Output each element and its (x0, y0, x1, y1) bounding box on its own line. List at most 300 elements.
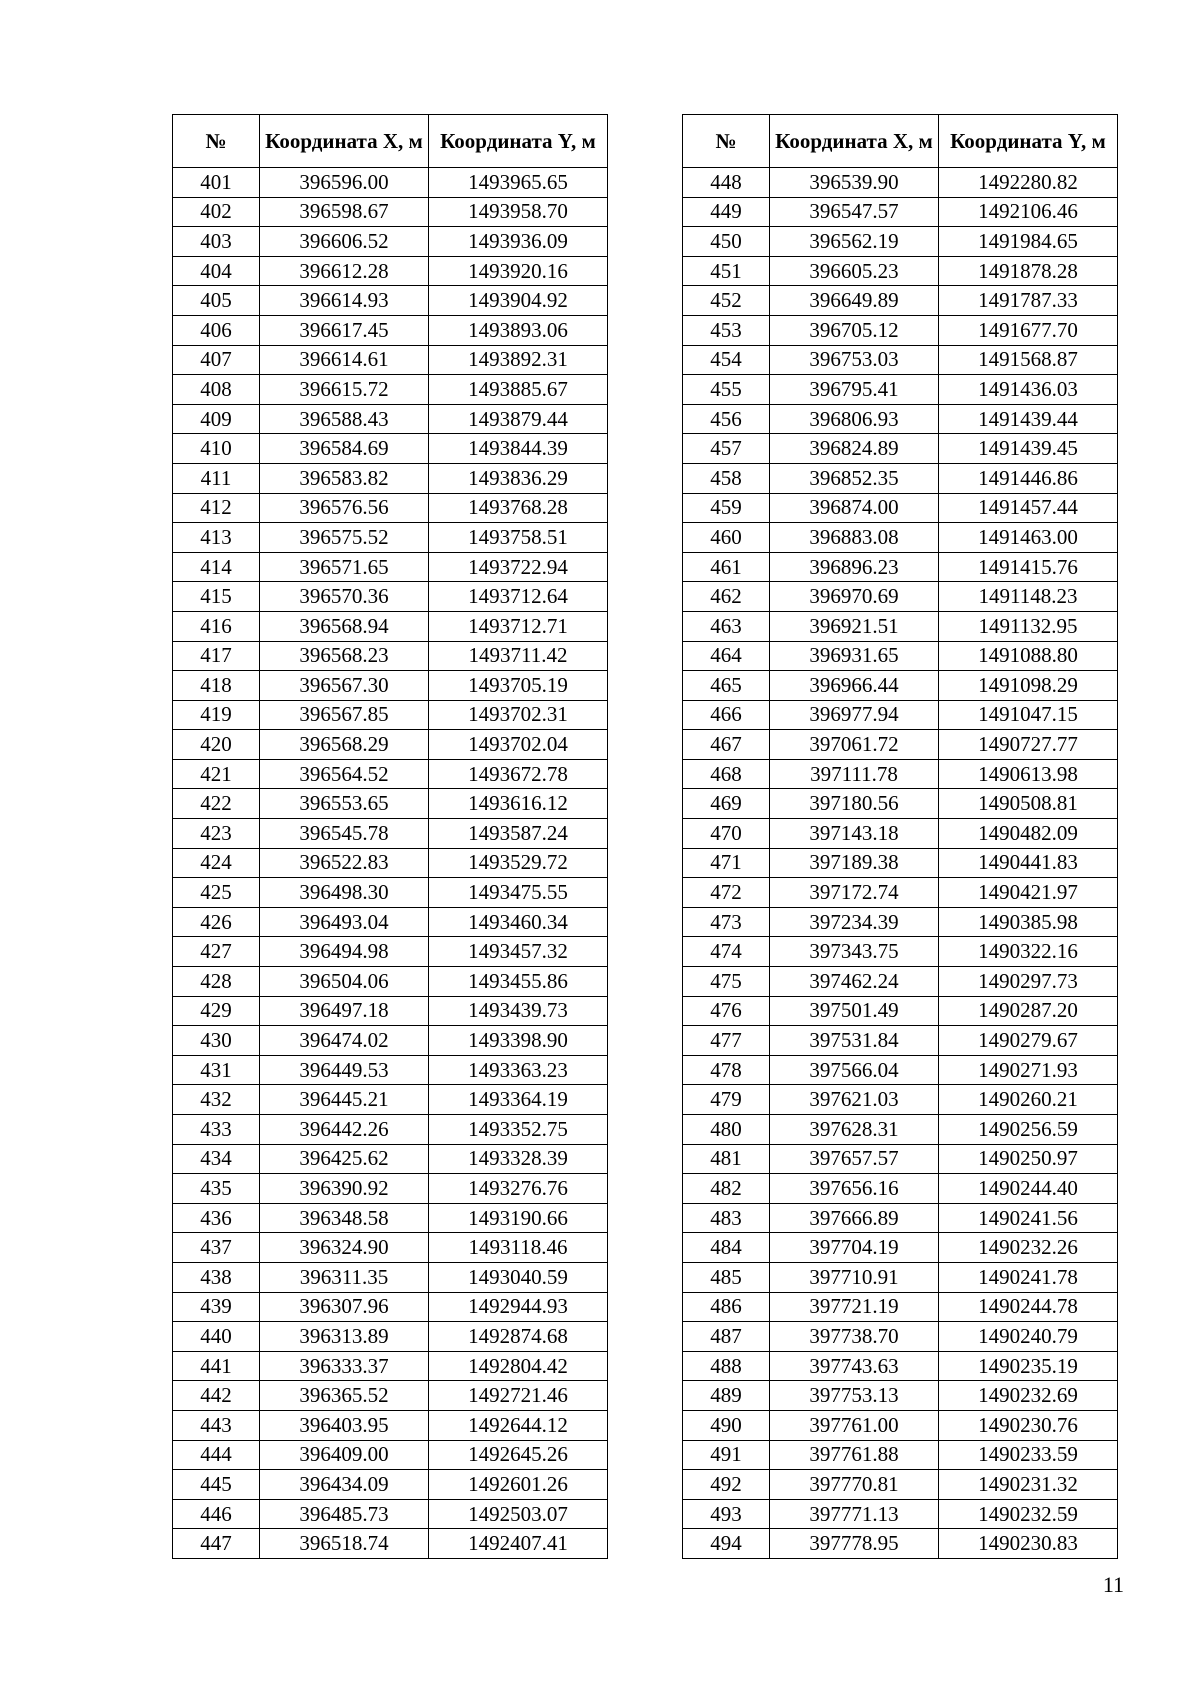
x-coordinate-cell: 396442.26 (260, 1115, 429, 1145)
y-coordinate-cell: 1490250.97 (939, 1144, 1118, 1174)
x-coordinate-cell: 397111.78 (770, 759, 939, 789)
point-number-cell: 422 (173, 789, 260, 819)
y-coordinate-cell: 1493457.32 (429, 937, 608, 967)
point-number-cell: 457 (683, 434, 770, 464)
point-number-cell: 466 (683, 700, 770, 730)
x-coordinate-cell: 397531.84 (770, 1026, 939, 1056)
point-number-cell: 427 (173, 937, 260, 967)
table-row (683, 848, 1118, 878)
x-coordinate-cell: 397462.24 (770, 967, 939, 997)
y-coordinate-cell: 1490287.20 (939, 996, 1118, 1026)
x-coordinate-cell: 397778.95 (770, 1529, 939, 1559)
point-number-cell: 428 (173, 967, 260, 997)
table-row (173, 1233, 608, 1263)
y-coordinate-cell: 1492601.26 (429, 1470, 608, 1500)
x-coordinate-cell: 396409.00 (260, 1440, 429, 1470)
x-coordinate-cell: 396564.52 (260, 759, 429, 789)
x-coordinate-cell: 396806.93 (770, 404, 939, 434)
point-number-cell: 459 (683, 493, 770, 523)
x-coordinate-cell: 396333.37 (260, 1351, 429, 1381)
y-coordinate-cell: 1493118.46 (429, 1233, 608, 1263)
x-coordinate-cell: 397234.39 (770, 907, 939, 937)
y-coordinate-cell: 1493587.24 (429, 819, 608, 849)
table-header-row (173, 115, 608, 168)
table-row (173, 759, 608, 789)
y-coordinate-cell: 1490244.78 (939, 1292, 1118, 1322)
x-coordinate-cell: 396568.23 (260, 641, 429, 671)
y-coordinate-cell: 1491878.28 (939, 256, 1118, 286)
table-row (683, 523, 1118, 553)
table-row (683, 1026, 1118, 1056)
x-coordinate-cell: 396474.02 (260, 1026, 429, 1056)
x-coordinate-cell: 396596.00 (260, 168, 429, 198)
table-row (683, 286, 1118, 316)
x-coordinate-cell: 396874.00 (770, 493, 939, 523)
table-row (683, 404, 1118, 434)
x-coordinate-cell: 396307.96 (260, 1292, 429, 1322)
point-number-cell: 460 (683, 523, 770, 553)
y-coordinate-cell: 1492721.46 (429, 1381, 608, 1411)
point-number-cell: 443 (173, 1410, 260, 1440)
table-row (173, 1055, 608, 1085)
y-coordinate-cell: 1491463.00 (939, 523, 1118, 553)
point-number-cell: 413 (173, 523, 260, 553)
y-coordinate-cell: 1493705.19 (429, 671, 608, 701)
point-number-cell: 405 (173, 286, 260, 316)
x-coordinate-cell: 397628.31 (770, 1115, 939, 1145)
table-row (173, 1085, 608, 1115)
x-coordinate-cell: 396504.06 (260, 967, 429, 997)
point-number-cell: 482 (683, 1174, 770, 1204)
x-coordinate-cell: 397621.03 (770, 1085, 939, 1115)
y-coordinate-cell: 1493958.70 (429, 197, 608, 227)
y-coordinate-cell: 1493712.71 (429, 611, 608, 641)
x-coordinate-cell: 397753.13 (770, 1381, 939, 1411)
point-number-cell: 467 (683, 730, 770, 760)
x-coordinate-cell: 396896.23 (770, 552, 939, 582)
table-row (173, 907, 608, 937)
point-number-cell: 449 (683, 197, 770, 227)
table-row (683, 1262, 1118, 1292)
point-number-cell: 444 (173, 1440, 260, 1470)
y-coordinate-cell: 1491047.15 (939, 700, 1118, 730)
x-coordinate-cell: 396883.08 (770, 523, 939, 553)
y-coordinate-cell: 1491088.80 (939, 641, 1118, 671)
table-row (173, 789, 608, 819)
point-number-cell: 411 (173, 463, 260, 493)
x-coordinate-cell: 396977.94 (770, 700, 939, 730)
x-coordinate-cell: 396497.18 (260, 996, 429, 1026)
x-coordinate-cell: 397743.63 (770, 1351, 939, 1381)
x-coordinate-cell: 396390.92 (260, 1174, 429, 1204)
x-coordinate-cell: 396575.52 (260, 523, 429, 553)
y-coordinate-cell: 1492644.12 (429, 1410, 608, 1440)
table-row (683, 1529, 1118, 1559)
x-coordinate-cell: 397143.18 (770, 819, 939, 849)
x-coordinate-cell: 397761.88 (770, 1440, 939, 1470)
table-row (683, 463, 1118, 493)
point-number-cell: 426 (173, 907, 260, 937)
x-coordinate-cell: 396348.58 (260, 1203, 429, 1233)
table-row (173, 878, 608, 908)
point-number-cell: 425 (173, 878, 260, 908)
point-number-cell: 406 (173, 315, 260, 345)
table-row (683, 582, 1118, 612)
table-row (683, 1410, 1118, 1440)
table-row (173, 1262, 608, 1292)
point-number-cell: 468 (683, 759, 770, 789)
table-body-left (173, 168, 608, 1559)
x-coordinate-cell: 397501.49 (770, 996, 939, 1026)
y-coordinate-cell: 1492944.93 (429, 1292, 608, 1322)
y-coordinate-cell: 1493398.90 (429, 1026, 608, 1056)
y-coordinate-cell: 1493475.55 (429, 878, 608, 908)
x-coordinate-cell: 396615.72 (260, 375, 429, 405)
point-number-cell: 451 (683, 256, 770, 286)
x-coordinate-cell: 396449.53 (260, 1055, 429, 1085)
point-number-cell: 492 (683, 1470, 770, 1500)
y-coordinate-cell: 1491436.03 (939, 375, 1118, 405)
point-number-cell: 403 (173, 227, 260, 257)
table-row (683, 641, 1118, 671)
y-coordinate-cell: 1490385.98 (939, 907, 1118, 937)
point-number-cell: 479 (683, 1085, 770, 1115)
y-coordinate-cell: 1492874.68 (429, 1322, 608, 1352)
y-coordinate-cell: 1491148.23 (939, 582, 1118, 612)
x-coordinate-cell: 396606.52 (260, 227, 429, 257)
x-coordinate-cell: 396649.89 (770, 286, 939, 316)
table-row (173, 404, 608, 434)
table-row (173, 197, 608, 227)
y-coordinate-cell: 1493455.86 (429, 967, 608, 997)
table-row (173, 937, 608, 967)
y-coordinate-cell: 1490613.98 (939, 759, 1118, 789)
y-coordinate-cell: 1491787.33 (939, 286, 1118, 316)
y-coordinate-cell: 1493363.23 (429, 1055, 608, 1085)
point-number-cell: 440 (173, 1322, 260, 1352)
x-coordinate-cell: 396518.74 (260, 1529, 429, 1559)
point-number-cell: 436 (173, 1203, 260, 1233)
table-row (173, 345, 608, 375)
point-number-cell: 420 (173, 730, 260, 760)
point-number-cell: 407 (173, 345, 260, 375)
y-coordinate-cell: 1490235.19 (939, 1351, 1118, 1381)
x-coordinate-cell: 397771.13 (770, 1499, 939, 1529)
x-coordinate-cell: 396584.69 (260, 434, 429, 464)
x-coordinate-cell: 396921.51 (770, 611, 939, 641)
x-coordinate-cell: 396583.82 (260, 463, 429, 493)
table-row (683, 552, 1118, 582)
point-number-cell: 421 (173, 759, 260, 789)
y-coordinate-cell: 1493712.64 (429, 582, 608, 612)
point-number-cell: 434 (173, 1144, 260, 1174)
table-row (173, 227, 608, 257)
table-row (683, 759, 1118, 789)
point-number-cell: 493 (683, 1499, 770, 1529)
x-coordinate-cell: 396425.62 (260, 1144, 429, 1174)
y-coordinate-cell: 1491439.45 (939, 434, 1118, 464)
x-coordinate-cell: 396522.83 (260, 848, 429, 878)
y-coordinate-cell: 1490230.76 (939, 1410, 1118, 1440)
point-number-cell: 415 (173, 582, 260, 612)
y-coordinate-cell: 1490230.83 (939, 1529, 1118, 1559)
y-coordinate-cell: 1490279.67 (939, 1026, 1118, 1056)
y-coordinate-cell: 1490231.32 (939, 1470, 1118, 1500)
table-row (683, 1499, 1118, 1529)
x-coordinate-cell: 396539.90 (770, 168, 939, 198)
table-row (173, 463, 608, 493)
x-coordinate-cell: 396705.12 (770, 315, 939, 345)
point-number-cell: 455 (683, 375, 770, 405)
point-number-cell: 432 (173, 1085, 260, 1115)
x-coordinate-cell: 396568.29 (260, 730, 429, 760)
point-number-cell: 480 (683, 1115, 770, 1145)
table-row (173, 1144, 608, 1174)
table-row (173, 256, 608, 286)
x-coordinate-cell: 396931.65 (770, 641, 939, 671)
table-row (683, 611, 1118, 641)
table-row (173, 996, 608, 1026)
x-coordinate-cell: 397061.72 (770, 730, 939, 760)
table-row (683, 819, 1118, 849)
point-number-cell: 473 (683, 907, 770, 937)
header-y: Координата Y, м (429, 115, 608, 168)
table-row (173, 611, 608, 641)
y-coordinate-cell: 1493920.16 (429, 256, 608, 286)
y-coordinate-cell: 1492804.42 (429, 1351, 608, 1381)
point-number-cell: 472 (683, 878, 770, 908)
point-number-cell: 485 (683, 1262, 770, 1292)
table-row (173, 1174, 608, 1204)
point-number-cell: 409 (173, 404, 260, 434)
table-row (173, 641, 608, 671)
x-coordinate-cell: 396324.90 (260, 1233, 429, 1263)
point-number-cell: 454 (683, 345, 770, 375)
y-coordinate-cell: 1490232.26 (939, 1233, 1118, 1263)
header-y: Координата Y, м (939, 115, 1118, 168)
point-number-cell: 408 (173, 375, 260, 405)
page-number: 11 (1102, 1572, 1124, 1597)
y-coordinate-cell: 1493616.12 (429, 789, 608, 819)
point-number-cell: 494 (683, 1529, 770, 1559)
x-coordinate-cell: 396970.69 (770, 582, 939, 612)
x-coordinate-cell: 396614.61 (260, 345, 429, 375)
table-row (683, 256, 1118, 286)
table-row (683, 345, 1118, 375)
y-coordinate-cell: 1490421.97 (939, 878, 1118, 908)
point-number-cell: 424 (173, 848, 260, 878)
y-coordinate-cell: 1491457.44 (939, 493, 1118, 523)
y-coordinate-cell: 1493722.94 (429, 552, 608, 582)
point-number-cell: 439 (173, 1292, 260, 1322)
y-coordinate-cell: 1491677.70 (939, 315, 1118, 345)
y-coordinate-cell: 1493276.76 (429, 1174, 608, 1204)
table-row (683, 1203, 1118, 1233)
point-number-cell: 478 (683, 1055, 770, 1085)
table-row (173, 1292, 608, 1322)
table-row (683, 1233, 1118, 1263)
x-coordinate-cell: 396824.89 (770, 434, 939, 464)
point-number-cell: 450 (683, 227, 770, 257)
point-number-cell: 419 (173, 700, 260, 730)
point-number-cell: 438 (173, 1262, 260, 1292)
y-coordinate-cell: 1493460.34 (429, 907, 608, 937)
y-coordinate-cell: 1493885.67 (429, 375, 608, 405)
y-coordinate-cell: 1491098.29 (939, 671, 1118, 701)
y-coordinate-cell: 1490244.40 (939, 1174, 1118, 1204)
x-coordinate-cell: 396576.56 (260, 493, 429, 523)
point-number-cell: 475 (683, 967, 770, 997)
y-coordinate-cell: 1490241.78 (939, 1262, 1118, 1292)
x-coordinate-cell: 396547.57 (770, 197, 939, 227)
x-coordinate-cell: 396553.65 (260, 789, 429, 819)
coordinates-table-right (682, 114, 1118, 1559)
y-coordinate-cell: 1491132.95 (939, 611, 1118, 641)
table-row (173, 523, 608, 553)
table-row (173, 819, 608, 849)
table-row (683, 967, 1118, 997)
point-number-cell: 446 (173, 1499, 260, 1529)
table-row (173, 375, 608, 405)
point-number-cell: 489 (683, 1381, 770, 1411)
y-coordinate-cell: 1493758.51 (429, 523, 608, 553)
x-coordinate-cell: 396567.30 (260, 671, 429, 701)
point-number-cell: 458 (683, 463, 770, 493)
table-row (173, 730, 608, 760)
point-number-cell: 481 (683, 1144, 770, 1174)
point-number-cell: 476 (683, 996, 770, 1026)
point-number-cell: 486 (683, 1292, 770, 1322)
table-row (683, 730, 1118, 760)
point-number-cell: 447 (173, 1529, 260, 1559)
point-number-cell: 462 (683, 582, 770, 612)
header-number: № (683, 115, 770, 168)
x-coordinate-cell: 396562.19 (770, 227, 939, 257)
point-number-cell: 490 (683, 1410, 770, 1440)
x-coordinate-cell: 397666.89 (770, 1203, 939, 1233)
table-row (173, 168, 608, 198)
point-number-cell: 488 (683, 1351, 770, 1381)
point-number-cell: 484 (683, 1233, 770, 1263)
y-coordinate-cell: 1491984.65 (939, 227, 1118, 257)
point-number-cell: 418 (173, 671, 260, 701)
y-coordinate-cell: 1492645.26 (429, 1440, 608, 1470)
table-row (683, 168, 1118, 198)
y-coordinate-cell: 1490232.59 (939, 1499, 1118, 1529)
table-row (173, 967, 608, 997)
table-row (683, 1144, 1118, 1174)
y-coordinate-cell: 1493892.31 (429, 345, 608, 375)
y-coordinate-cell: 1490233.59 (939, 1440, 1118, 1470)
table-row (683, 197, 1118, 227)
y-coordinate-cell: 1491415.76 (939, 552, 1118, 582)
y-coordinate-cell: 1493328.39 (429, 1144, 608, 1174)
y-coordinate-cell: 1493529.72 (429, 848, 608, 878)
table-row (173, 1381, 608, 1411)
y-coordinate-cell: 1493904.92 (429, 286, 608, 316)
table-row (683, 1470, 1118, 1500)
table-row (683, 315, 1118, 345)
point-number-cell: 456 (683, 404, 770, 434)
y-coordinate-cell: 1493965.65 (429, 168, 608, 198)
x-coordinate-cell: 397656.16 (770, 1174, 939, 1204)
point-number-cell: 431 (173, 1055, 260, 1085)
point-number-cell: 448 (683, 168, 770, 198)
x-coordinate-cell: 397721.19 (770, 1292, 939, 1322)
table-row (683, 227, 1118, 257)
point-number-cell: 416 (173, 611, 260, 641)
point-number-cell: 465 (683, 671, 770, 701)
point-number-cell: 430 (173, 1026, 260, 1056)
y-coordinate-cell: 1490727.77 (939, 730, 1118, 760)
x-coordinate-cell: 396612.28 (260, 256, 429, 286)
point-number-cell: 402 (173, 197, 260, 227)
table-row (173, 1115, 608, 1145)
y-coordinate-cell: 1490260.21 (939, 1085, 1118, 1115)
table-row (173, 1322, 608, 1352)
y-coordinate-cell: 1493936.09 (429, 227, 608, 257)
table-row (683, 671, 1118, 701)
point-number-cell: 437 (173, 1233, 260, 1263)
y-coordinate-cell: 1493190.66 (429, 1203, 608, 1233)
table-body-right (683, 168, 1118, 1559)
point-number-cell: 464 (683, 641, 770, 671)
y-coordinate-cell: 1493439.73 (429, 996, 608, 1026)
y-coordinate-cell: 1493702.04 (429, 730, 608, 760)
table-row (173, 1026, 608, 1056)
y-coordinate-cell: 1492106.46 (939, 197, 1118, 227)
x-coordinate-cell: 396605.23 (770, 256, 939, 286)
x-coordinate-cell: 396403.95 (260, 1410, 429, 1440)
x-coordinate-cell: 396434.09 (260, 1470, 429, 1500)
point-number-cell: 412 (173, 493, 260, 523)
point-number-cell: 441 (173, 1351, 260, 1381)
x-coordinate-cell: 396753.03 (770, 345, 939, 375)
point-number-cell: 463 (683, 611, 770, 641)
table-row (173, 493, 608, 523)
table-row (683, 789, 1118, 819)
y-coordinate-cell: 1493836.29 (429, 463, 608, 493)
table-row (683, 434, 1118, 464)
y-coordinate-cell: 1493711.42 (429, 641, 608, 671)
y-coordinate-cell: 1493702.31 (429, 700, 608, 730)
y-coordinate-cell: 1490322.16 (939, 937, 1118, 967)
table-header-row (683, 115, 1118, 168)
point-number-cell: 474 (683, 937, 770, 967)
x-coordinate-cell: 397657.57 (770, 1144, 939, 1174)
x-coordinate-cell: 397566.04 (770, 1055, 939, 1085)
x-coordinate-cell: 397770.81 (770, 1470, 939, 1500)
x-coordinate-cell: 397180.56 (770, 789, 939, 819)
x-coordinate-cell: 396493.04 (260, 907, 429, 937)
point-number-cell: 483 (683, 1203, 770, 1233)
point-number-cell: 404 (173, 256, 260, 286)
x-coordinate-cell: 396365.52 (260, 1381, 429, 1411)
table-row (173, 434, 608, 464)
table-row (683, 1440, 1118, 1470)
x-coordinate-cell: 396571.65 (260, 552, 429, 582)
x-coordinate-cell: 397761.00 (770, 1410, 939, 1440)
y-coordinate-cell: 1493768.28 (429, 493, 608, 523)
table-row (683, 1381, 1118, 1411)
table-row (683, 996, 1118, 1026)
x-coordinate-cell: 397172.74 (770, 878, 939, 908)
y-coordinate-cell: 1490240.79 (939, 1322, 1118, 1352)
point-number-cell: 423 (173, 819, 260, 849)
y-coordinate-cell: 1490482.09 (939, 819, 1118, 849)
x-coordinate-cell: 396588.43 (260, 404, 429, 434)
table-row (173, 552, 608, 582)
